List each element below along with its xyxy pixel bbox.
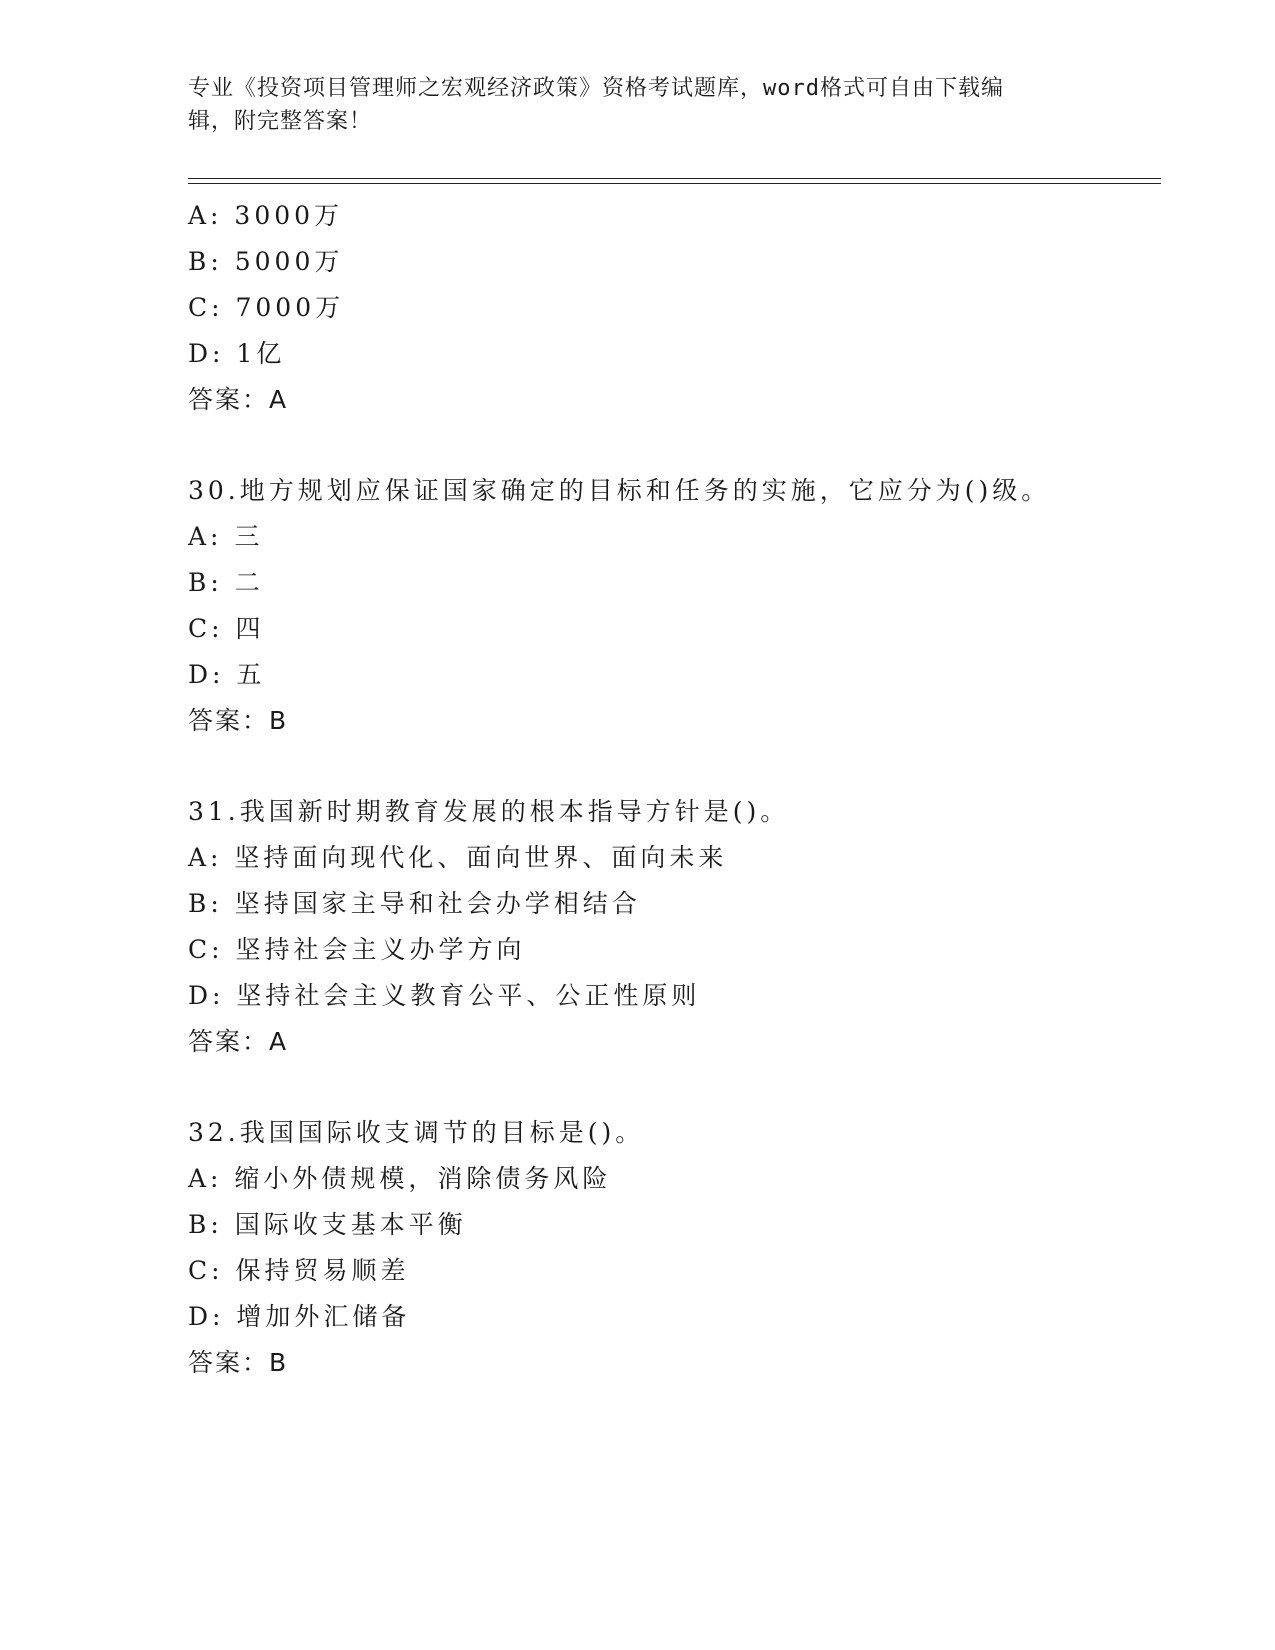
- option-c: C: 坚持社会主义办学方向: [188, 935, 526, 964]
- header-title-line-1: 专业《投资项目管理师之宏观经济政策》资格考试题库，word格式可自由下载编: [188, 76, 1004, 101]
- document-content: [188, 193, 1161, 1386]
- option-a: A: 三: [188, 522, 264, 551]
- question-stem: 32.我国国际收支调节的目标是()。: [188, 1118, 645, 1147]
- option-d: D: 五: [188, 660, 266, 689]
- option-b: B: 5000万: [188, 247, 344, 276]
- option-d: D: 增加外汇储备: [188, 1302, 411, 1331]
- option-c: C: 四: [188, 614, 265, 643]
- answer: 答案：A: [188, 1027, 289, 1056]
- answer: 答案：B: [188, 1348, 289, 1377]
- answer: 答案：A: [188, 385, 289, 414]
- option-d: D: 坚持社会主义教育公平、公正性原则: [188, 981, 701, 1010]
- option-d: D: 1亿: [188, 339, 286, 368]
- option-c: C: 保持贸易顺差: [188, 1256, 410, 1285]
- question-31: [188, 789, 1161, 1065]
- option-b: B: 二: [188, 568, 264, 597]
- option-c: C: 7000万: [188, 293, 345, 322]
- option-b: B: 坚持国家主导和社会办学相结合: [188, 889, 641, 918]
- question-stem: 30.地方规划应保证国家确定的目标和任务的实施，它应分为()级。: [188, 476, 1051, 505]
- question-32: [188, 1110, 1161, 1386]
- question-stem: 31.我国新时期教育发展的根本指导方针是()。: [188, 797, 790, 826]
- question-30: [188, 468, 1161, 744]
- option-a: A: 3000万: [188, 201, 344, 230]
- document-header: [188, 72, 1078, 138]
- header-title-line-2: 辑，附完整答案！: [188, 109, 373, 134]
- header-divider-bottom: [188, 183, 1161, 184]
- question-29-continued: [188, 193, 1161, 423]
- option-a: A: 坚持面向现代化、面向世界、面向未来: [188, 843, 728, 872]
- option-a: A: 缩小外债规模，消除债务风险: [188, 1164, 612, 1193]
- option-b: B: 国际收支基本平衡: [188, 1210, 467, 1239]
- answer: 答案：B: [188, 706, 289, 735]
- header-divider-top: [188, 178, 1161, 179]
